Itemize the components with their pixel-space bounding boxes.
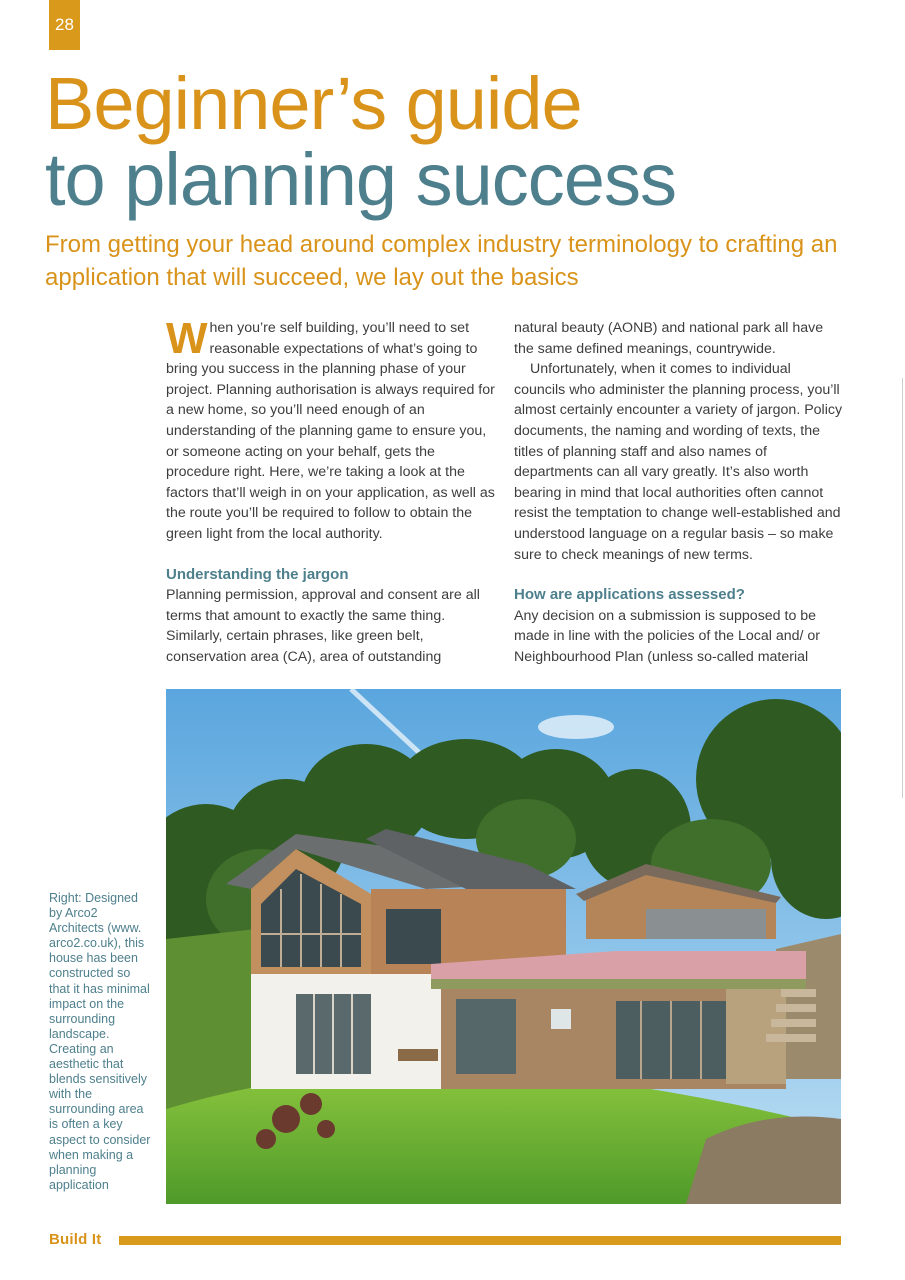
drop-cap: W — [166, 314, 208, 363]
intro-text: hen you’re self building, you’ll need to set reasonable expectations of what’s going to bring you success in the planning phase of your project. Planning authorisation is always required for a new home, so you’ll need enough of an understanding of the planning game to ensure you, or someone acting on your behalf, gets the procedure right. Here, we’re taking a look at the factors that’ll weigh in on your application, as well as the route you’ll be required to follow to obtain the green light from the local authority. — [166, 320, 495, 542]
body-paragraph-continued: natural beauty (AONB) and national park all have the same defined meanings, countrywide. — [514, 320, 824, 357]
article-column-left — [166, 314, 496, 668]
section-heading-assessment: How are applications assessed? — [514, 586, 745, 604]
body-paragraph: Unfortunately, when it comes to individual councils who administer the planning process, you’ll almost certainly encounter a variety of jargon. Policy documents, the naming and wording of texts, the titles of planning staff and also names of departments can all vary greatly. It’s also worth bearing in mind that local authorities often cannot resist the temptation to change well-established and understood language on a regular basis – so make sure to check meanings of new terms. — [514, 361, 843, 563]
standfirst: From getting your head around complex industry terminology to crafting an application that will succeed, we lay out the basics — [45, 231, 838, 291]
footer-brand: Build It — [49, 1231, 102, 1248]
section-heading-jargon: Understanding the jargon — [166, 565, 349, 583]
body-paragraph: Any decision on a submission is supposed to be made in line with the policies of the Local and/ or Neighbourhood Plan (unless so-called material — [514, 607, 821, 665]
page-number-badge — [49, 0, 80, 50]
house-photo — [166, 689, 841, 1204]
page-number: 28 — [55, 15, 74, 34]
title-line-2: to planning success — [45, 138, 676, 221]
footer-rule — [119, 1236, 841, 1245]
title-line-1: Beginner’s guide — [45, 62, 582, 145]
article-column-right — [514, 318, 844, 668]
intro-paragraph — [166, 314, 496, 545]
body-paragraph: Planning permission, approval and consent are all terms that amount to exactly the same thing. Similarly, certain phrases, like green belt, conservation area (CA), area of outstanding — [166, 587, 480, 665]
photo-caption: Right: Designed by Arco2 Architects (www. arco2.co.uk), this house has been constructed so that it has minimal impact on the surrounding landscape. Creating an aesthetic that blends sensitively with the surrounding area is often a key aspect to consider when making a planning application — [49, 891, 151, 1192]
article-title — [45, 62, 676, 221]
page-edge-line — [902, 378, 903, 798]
